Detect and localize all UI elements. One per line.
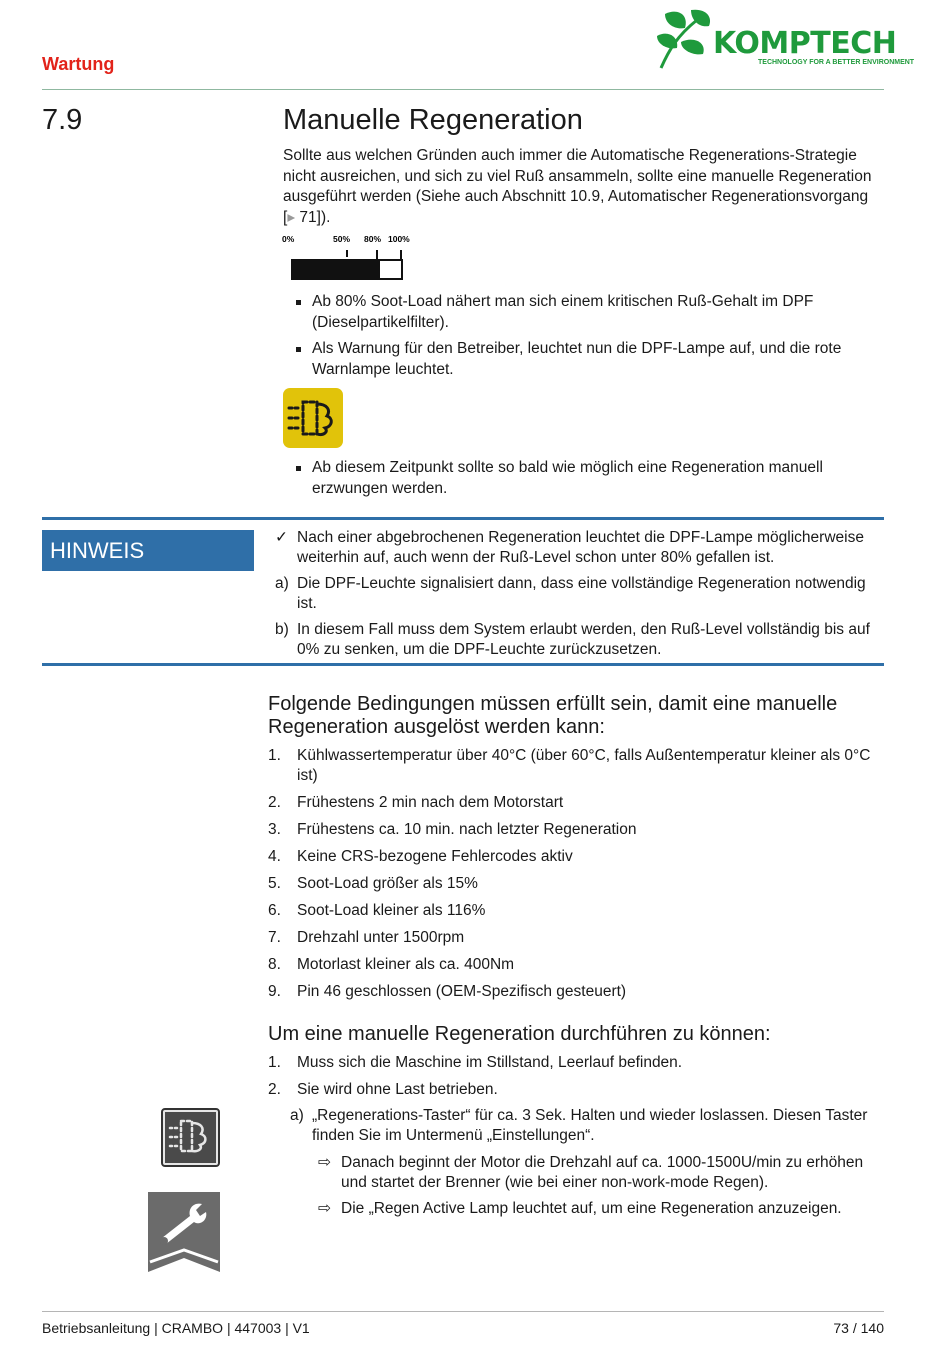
note-top-rule <box>42 517 884 520</box>
chapter-title: Manuelle Regeneration <box>283 104 583 136</box>
brand-tagline: TECHNOLOGY FOR A BETTER ENVIRONMENT <box>758 59 915 66</box>
section-label: Wartung <box>42 54 115 74</box>
list-item: 1. Kühlwassertemperatur über 40°C (über 60°C, falls Außentemperatur kleiner als 0°C ist) <box>268 747 871 784</box>
list-item: ⇨ Danach beginnt der Motor die Drehzahl auf ca. 1000-1500U/min zu erhöhen und startet der Brenner (wie bei einer non-work-mode Regen). <box>318 1154 864 1191</box>
footer-document-info: Betriebsanleitung | CRAMBO | 447003 | V1 <box>42 1320 310 1336</box>
list-item: 2. Sie wird ohne Last betrieben. <box>268 1081 498 1098</box>
list-item: 3. Frühestens ca. 10 min. nach letzter Regeneration <box>268 821 637 838</box>
list-item: a) „Regenerations-Taster“ für ca. 3 Sek. Halten und wieder loslassen. Diesen Taster finden Sie im Untermenü „Einstellungen“. <box>290 1107 868 1144</box>
gauge-label-50: 50% <box>333 234 351 244</box>
dpf-warning-icon <box>283 388 343 448</box>
leaf-icon <box>655 6 715 72</box>
list-item: 9. Pin 46 geschlossen (OEM-Spezifisch gesteuert) <box>268 983 627 1000</box>
list-item: 7. Drehzahl unter 1500rpm <box>268 929 465 946</box>
list-item: Als Warnung für den Betreiber, leuchtet nun die DPF-Lampe auf, und die rote Warnlampe leuchtet. <box>283 339 883 380</box>
gauge-tick-100 <box>400 250 402 259</box>
list-item: Ab diesem Zeitpunkt sollte so bald wie möglich eine Regeneration manuell erzwungen werden. <box>283 458 883 499</box>
bullet-marker <box>296 300 301 305</box>
gauge-label-80: 80% <box>364 234 382 244</box>
bullet-marker <box>296 466 301 471</box>
procedure-heading: Um eine manuelle Regeneration durchführen zu können: <box>268 1023 771 1045</box>
page-ref[interactable]: 71]). <box>295 208 331 226</box>
page-ref-arrow-icon: ▸ <box>287 208 296 226</box>
conditions-heading: Folgende Bedingungen müssen erfüllt sein, damit eine manuelle Regeneration ausgelöst werden kann: <box>268 693 838 738</box>
gauge-fill <box>292 260 380 279</box>
list-item: 1. Muss sich die Maschine im Stillstand, Leerlauf befinden. <box>268 1054 683 1071</box>
note-item: ✓ Nach einer abgebrochenen Regeneration leuchtet die DPF-Lampe möglicherweise weiterhin auf, auch wenn der Ruß-Level schon unter 80% gefallen ist. <box>275 529 864 566</box>
page-number: 73 / 140 <box>833 1320 884 1336</box>
chapter-number: 7.9 <box>42 104 83 136</box>
list-item: 4. Keine CRS-bezogene Fehlercodes aktiv <box>268 848 573 865</box>
procedure-steps <box>268 1053 883 1107</box>
gauge-tick-50 <box>346 250 348 257</box>
soot-load-gauge <box>282 233 417 283</box>
gauge-label-100: 100% <box>388 234 410 244</box>
ref-open: [ <box>283 208 288 226</box>
gauge-tick-80 <box>376 250 378 259</box>
note-item: b) In diesem Fall muss dem System erlaubt werden, den Ruß-Level vollständig bis auf 0% zu senken, um die DPF-Leuchte zurückzusetzen. <box>275 621 870 658</box>
note-bottom-rule <box>42 663 884 666</box>
list-item: Ab 80% Soot-Load nähert man sich einem kritischen Ruß-Gehalt im DPF (Dieselpartikelfilter). <box>283 292 883 333</box>
result-arrow-icon: ⇨ <box>318 1154 331 1171</box>
brand-logo <box>655 6 915 72</box>
list-item: 5. Soot-Load größer als 15% <box>268 875 478 892</box>
result-arrow-icon: ⇨ <box>318 1200 331 1217</box>
check-icon: ✓ <box>275 529 288 546</box>
cross-reference-link[interactable]: 10.9, Automatischer Regenerationsvorgang <box>569 188 869 205</box>
note-body <box>275 528 885 666</box>
bullet-list-1 <box>283 292 883 386</box>
list-item: 8. Motorlast kleiner als ca. 400Nm <box>268 956 515 973</box>
bullet-marker <box>296 347 301 352</box>
conditions-list <box>268 746 883 1009</box>
header-divider <box>42 89 884 90</box>
regeneration-button-icon <box>161 1108 220 1167</box>
wrench-settings-icon <box>148 1192 220 1272</box>
list-item: 2. Frühestens 2 min nach dem Motorstart <box>268 794 564 811</box>
list-item: ⇨ Die „Regen Active Lamp leuchtet auf, um eine Regeneration anzuzeigen. <box>318 1200 842 1217</box>
note-item: a) Die DPF-Leuchte signalisiert dann, dass eine vollständige Regeneration notwendig ist. <box>275 575 866 612</box>
intro-paragraph <box>283 146 883 228</box>
intro-text: Sollte aus welchen Gründen auch immer die Automatische Regenerations-Strategie nicht ausreichen, und sich zu viel Ruß ansammeln, sollte eine manuelle Regeneration ausgeführt werden (Siehe auch Abschnitt <box>283 147 872 205</box>
note-label: HINWEIS <box>42 530 254 571</box>
footer-divider <box>42 1311 884 1312</box>
procedure-substeps <box>290 1106 885 1152</box>
list-item: 6. Soot-Load kleiner als 116% <box>268 902 486 919</box>
brand-name: KOMPTECH <box>713 26 897 61</box>
bullet-list-2 <box>283 458 883 505</box>
procedure-results <box>318 1153 878 1225</box>
gauge-label-0: 0% <box>282 234 295 244</box>
